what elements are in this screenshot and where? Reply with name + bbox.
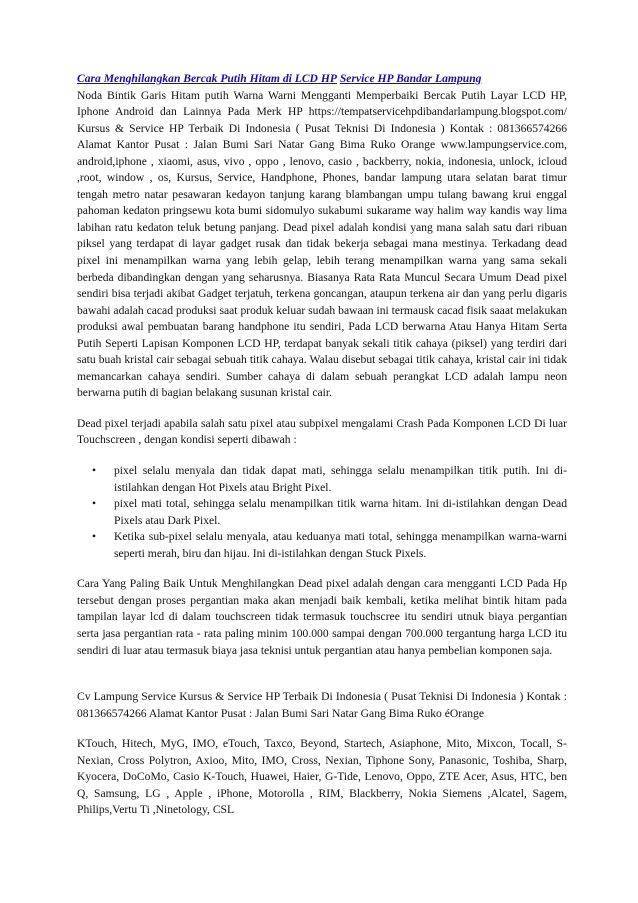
dead-pixel-paragraph: Dead pixel terjadi apabila salah satu pixel atau subpixel mengalami Crash Pada Komponen LCD Di luar Touchscreen , dengan kondisi seperti dibawah : <box>77 416 567 447</box>
list-item-text: pixel mati total, sehingga selalu menampilkan titik warna hitam. Ini di-istilahkan dengan Dead Pixels atau Dark Pixel. <box>114 497 567 527</box>
article-title-link[interactable]: Cara Menghilangkan Bercak Putih Hitam di LCD HP <box>77 72 337 85</box>
document-page <box>77 71 567 819</box>
brand-list-paragraph: KTouch, Hitech, MyG, IMO, eTouch, Taxco, Beyond, Startech, Asiaphone, Mito, Mixcon, Tocall, S-Nexian, Cross Polytron, Axioo, Mito, IMO, Cross, Nexian, Tiphone Sony, Panasonic, Toshiba, Sharp, Kyocera, DoCoMo, Casio K-Touch, Huawei, Haier, G-Tide, Lenovo, Oppo, ZTE Acer, Asus, HTC, ben Q, Samsung, LG , Apple , iPhone, Motorolla , RIM, Blackberry, Nokia Siemens ,Alcatel, Sagem, Philips,Vertu Ti ,Ninetology, CSL <box>77 737 567 817</box>
solution-paragraph: Cara Yang Paling Baik Untuk Menghilangkan Dead pixel adalah dengan cara mengganti LCD Pada Hp tersebut dengan proses pergantian maka akan menjadi baik kembali, ketika melihat bintik hitam pada tampilan layar lcd di dalam touchscreen tidak termasuk touchscree itu sendiri utnuk biaya pergantian serta jasa pergantian rata - rata paling minim 100.000 sampai dengan 700.000 tergantung harga LCD itu sendiri di luar atau termasuk biaya jasa teknisi untuk pergantian atau hanya pembelian komponen saja. <box>77 577 567 657</box>
list-item <box>92 496 567 529</box>
intro-paragraph: Noda Bintik Garis Hitam putih Warna Warni Mengganti Memperbaiki Bercak Putih Layar LCD HP, Iphone Android dan Lainnya Pada Merk HP https://tempatservicehpdibandarlampung.blogspot.com/ Kursus & Service HP Terbaik Di Indonesia ( Pusat Teknisi Di Indonesia ) Kontak : 081366574266 Alamat Kantor Pusat : Jalan Bumi Sari Natar Gang Bima Ruko Orange www.lampungservice.com, android,iphone , xiaomi, asus, vivo , oppo , lenovo, casio , backberry, nokia, indonesia, unlock, icloud ,root, window , os, Kursus, Service, Handphone, Phones, bandar lampung utara selatan barat timur tengah metro natar pesawaran kedayon tanjung karang blambangan umpu tulang bawang krui enggal pahoman kedaton pringsewu kota bumi sidomulyo sukabumi sukarame way halim way kandis way lima labihan ratu kedaton teluk betung panjang. Dead pixel adalah kondisi yang mana salah satu dari ribuan piksel yang terdapat di layar gadget rusak dan tidak bekerja sebagai mana mestinya. Terkadang dead pixel ini menampilkan warna yang lebih gelap, lebih terang menampilkan warna yang sama sekali berbeda dibandingkan dengan yang seharusnya. Biasanya Rata Rata Muncul Secara Umum Dead pixel sendiri bisa terjadi akibat Gadget terjatuh, terkena goncangan, ataupun terkena air dan yang perlu digaris bawahi adalah cacad produksi saat produk keluar sudah bawaan ini termausk cacad fisik saaat melakukan produksi awal pembuatan barang handphone itu sendiri, Pada LCD berwarna Atau Hanya Hitam Serta Putih Seperti Lapisan Komponen LCD HP, terdapat banyak sekali titik cahaya (piksel) yang terdiri dari satu buah kristal cair sebagai sebuah titik cahaya. Walau disebut sebagai titik cahaya, kristal cair ini tidak memancarkan cahaya sendiri. Sumber cahaya di dalam sebuah perangkat LCD adalah lampu neon berwarna putih di bagian belakang susunan kristal cair. <box>77 88 567 400</box>
list-item-text: pixel selalu menyala dan tidak dapat mati, sehingga selalu menampilkan titik putih. Ini di-istilahkan dengan Hot Pixels atau Bright Pixel. <box>114 464 567 494</box>
bullet-icon: • <box>92 497 97 511</box>
bullet-icon: • <box>92 464 97 478</box>
list-item-text: Ketika sub-pixel selalu menyala, atau keduanya mati total, sehingga menampilkan warna-warni seperti merah, biru dan hijau. Ini di-istilahkan dengan Stuck Pixels. <box>114 530 567 560</box>
list-item <box>92 463 567 496</box>
condition-list <box>77 463 567 562</box>
title-links <box>77 71 567 88</box>
service-hp-link[interactable]: Service HP Bandar Lampung <box>339 72 482 85</box>
contact-paragraph: Cv Lampung Service Kursus & Service HP Terbaik Di Indonesia ( Pusat Teknisi Di Indonesia ) Kontak : 081366574266 Alamat Kantor Pusat : Jalan Bumi Sari Natar Gang Bima Ruko éOrange <box>77 690 567 720</box>
list-item <box>92 529 567 562</box>
bullet-icon: • <box>92 530 97 544</box>
